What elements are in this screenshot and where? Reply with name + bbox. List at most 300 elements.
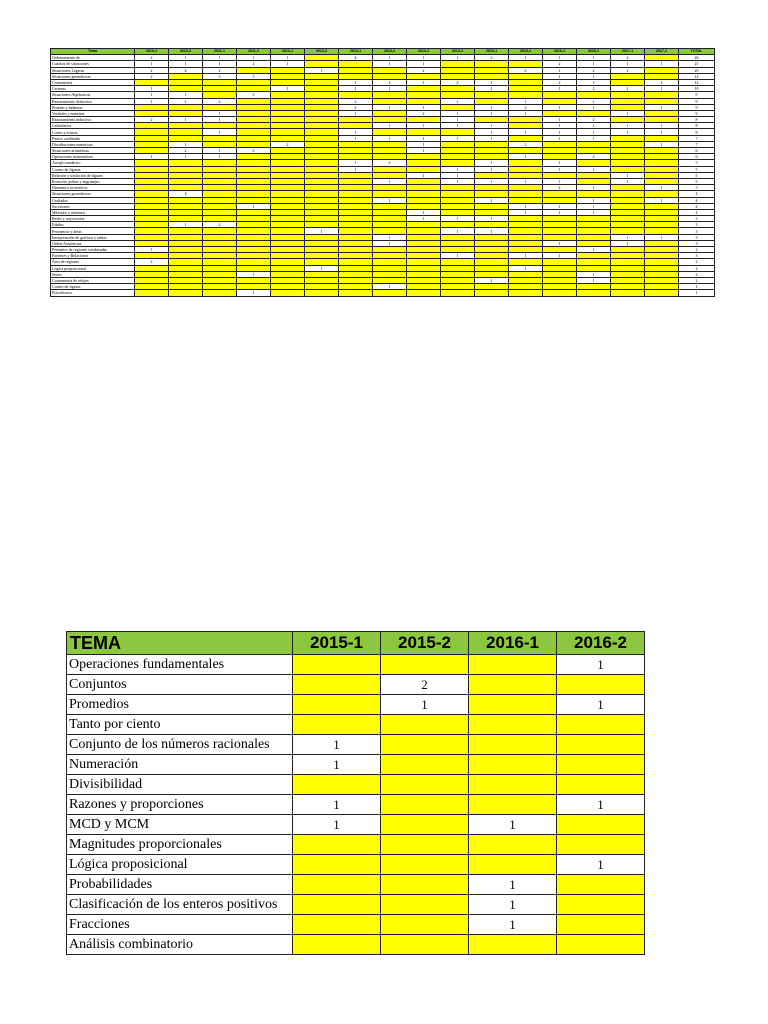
count-cell: 1 [469, 915, 557, 935]
count-cell: 1 [441, 216, 475, 222]
count-cell: 1 [339, 160, 373, 166]
row-topic: Razonamiento deductivo [51, 98, 135, 104]
count-cell: 1 [203, 129, 237, 135]
count-cell: 1 [203, 117, 237, 123]
count-cell: 1 [509, 178, 543, 184]
row-total: 1 [679, 290, 715, 296]
row-topic: Numeración [67, 755, 293, 775]
count-cell: 1 [509, 265, 543, 271]
count-cell [469, 715, 557, 735]
row-total: 5 [679, 185, 715, 191]
count-cell: 2 [645, 79, 679, 85]
count-cell [339, 290, 373, 296]
count-cell: 1 [203, 110, 237, 116]
count-cell: 1 [293, 735, 381, 755]
count-cell: 1 [557, 695, 645, 715]
count-cell: 1 [577, 277, 611, 283]
count-cell [381, 775, 469, 795]
row-topic: Conjunto de los números racionales [67, 735, 293, 755]
row-topic: Operaciones fundamentales [67, 655, 293, 675]
count-cell [469, 835, 557, 855]
count-cell: 1 [373, 61, 407, 67]
count-cell: 1 [577, 271, 611, 277]
count-cell: 1 [305, 67, 339, 73]
count-cell [381, 895, 469, 915]
count-cell [557, 755, 645, 775]
row-topic: Perímetro de regiones sombreadas [51, 247, 135, 253]
count-cell: 1 [475, 104, 509, 110]
header-period: 2016-2 [557, 632, 645, 655]
row-topic: Situaciones Lógicas [51, 67, 135, 73]
top-header-period: 2017-1 [611, 49, 645, 55]
count-cell: 1 [543, 160, 577, 166]
row-total: 3 [679, 253, 715, 259]
count-cell: 1 [577, 166, 611, 172]
table-row [67, 795, 645, 815]
top-header-period: 2015-2 [509, 49, 543, 55]
row-total: 7 [679, 135, 715, 141]
topic-frequency-table [66, 631, 645, 955]
count-cell [293, 895, 381, 915]
count-cell: 1 [577, 203, 611, 209]
count-cell [293, 855, 381, 875]
count-cell: 1 [271, 61, 305, 67]
count-cell [557, 935, 645, 955]
count-cell: 1 [339, 166, 373, 172]
count-cell: 1 [475, 135, 509, 141]
row-topic: Divisibilidad [67, 775, 293, 795]
count-cell: 1 [543, 135, 577, 141]
count-cell: 1 [577, 61, 611, 67]
row-total: 3 [679, 228, 715, 234]
top-header-period: 2012-2 [305, 49, 339, 55]
count-cell [469, 735, 557, 755]
count-cell: 1 [645, 197, 679, 203]
count-cell [469, 675, 557, 695]
count-cell: 2 [373, 160, 407, 166]
count-cell [469, 775, 557, 795]
count-cell: 1 [475, 166, 509, 172]
row-topic: Máximos y mínimos [51, 209, 135, 215]
count-cell: 2 [577, 67, 611, 73]
count-cell: 1 [407, 61, 441, 67]
row-topic: Interpretación de gráficos y tablas [51, 234, 135, 240]
count-cell: 1 [407, 172, 441, 178]
count-cell: 1 [169, 92, 203, 98]
count-cell: 1 [645, 104, 679, 110]
count-cell: 5 [203, 73, 237, 79]
count-cell: 1 [305, 228, 339, 234]
row-topic: Conteo de figuras [51, 166, 135, 172]
count-cell: 1 [543, 178, 577, 184]
count-cell: 1 [577, 135, 611, 141]
count-cell: 1 [543, 67, 577, 73]
row-topic: Arreglo numérico [51, 160, 135, 166]
count-cell: 1 [577, 209, 611, 215]
count-cell: 2 [475, 55, 509, 61]
count-cell: 1 [543, 209, 577, 215]
count-cell [293, 835, 381, 855]
count-cell [441, 290, 475, 296]
count-cell: 1 [237, 290, 271, 296]
header-period: 2016-1 [469, 632, 557, 655]
count-cell [407, 290, 441, 296]
count-cell [293, 875, 381, 895]
count-cell [509, 290, 543, 296]
count-cell [381, 855, 469, 875]
count-cell: 1 [509, 203, 543, 209]
count-cell: 1 [577, 185, 611, 191]
row-topic: MCD y MCM [67, 815, 293, 835]
count-cell [381, 835, 469, 855]
row-topic: Probabilidades [67, 875, 293, 895]
count-cell: 4 [169, 191, 203, 197]
count-cell: 1 [577, 55, 611, 61]
count-cell: 2 [611, 67, 645, 73]
count-cell: 1 [441, 228, 475, 234]
row-topic: Series [51, 271, 135, 277]
count-cell: 1 [441, 253, 475, 259]
count-cell: 1 [441, 117, 475, 123]
row-topic: Lógica proposicional [51, 265, 135, 271]
count-cell: 1 [407, 209, 441, 215]
count-cell: 2 [373, 79, 407, 85]
count-cell [381, 715, 469, 735]
row-topic: Orden/Asistencias [51, 240, 135, 246]
count-cell: 1 [271, 55, 305, 61]
count-cell: 1 [373, 135, 407, 141]
count-cell [169, 290, 203, 296]
row-total: 8 [679, 123, 715, 129]
count-cell: 1 [543, 253, 577, 259]
count-cell [381, 935, 469, 955]
row-topic: Lógica proposicional [67, 855, 293, 875]
count-cell: 1 [557, 855, 645, 875]
count-cell: 1 [645, 86, 679, 92]
count-cell: 1 [135, 86, 169, 92]
row-topic: Área de regiones [51, 259, 135, 265]
count-cell: 1 [475, 197, 509, 203]
count-cell: 1 [135, 247, 169, 253]
count-cell [469, 935, 557, 955]
count-cell [293, 655, 381, 675]
count-cell: 1 [645, 185, 679, 191]
count-cell: 1 [475, 160, 509, 166]
count-cell: 1 [543, 123, 577, 129]
row-total: 5 [679, 160, 715, 166]
count-cell [543, 290, 577, 296]
row-total: 12 [679, 79, 715, 85]
top-header-period: 2015-1 [475, 49, 509, 55]
table-row [67, 815, 645, 835]
row-topic: Situaciones geométricas [51, 191, 135, 197]
row-topic: Conteo de figuras [51, 284, 135, 290]
count-cell: 2 [577, 117, 611, 123]
count-cell [557, 735, 645, 755]
count-cell: 1 [577, 98, 611, 104]
count-cell: 1 [577, 73, 611, 79]
count-cell: 1 [169, 117, 203, 123]
table-row [51, 290, 715, 296]
count-cell [293, 935, 381, 955]
count-cell: 1 [169, 61, 203, 67]
top-header-period: 2011-2 [237, 49, 271, 55]
row-total: 7 [679, 141, 715, 147]
count-cell: 1 [203, 55, 237, 61]
top-header-period: 2010-1 [135, 49, 169, 55]
bottom-table-body [67, 655, 645, 955]
row-topic: Calendarios [51, 123, 135, 129]
row-topic: Psicotécnico [51, 290, 135, 296]
top-header-period: 2012-1 [271, 49, 305, 55]
count-cell: 1 [135, 61, 169, 67]
count-cell [557, 915, 645, 935]
row-total: 2 [679, 259, 715, 265]
count-cell: 1 [509, 253, 543, 259]
count-cell [293, 695, 381, 715]
row-topic: Magnitudes proporcionales [67, 835, 293, 855]
count-cell: 1 [543, 73, 577, 79]
row-total: 4 [679, 203, 715, 209]
count-cell [381, 655, 469, 675]
count-cell: 1 [475, 129, 509, 135]
row-topic: Promedios [67, 695, 293, 715]
count-cell: 1 [611, 240, 645, 246]
row-topic: Tanto por ciento [67, 715, 293, 735]
count-cell: 1 [373, 197, 407, 203]
header-tema: TEMA [67, 632, 293, 655]
count-cell: 4 [169, 67, 203, 73]
top-header-period: 2016-2 [577, 49, 611, 55]
count-cell: 1 [373, 104, 407, 110]
count-cell: 2 [135, 67, 169, 73]
table-row [67, 935, 645, 955]
row-topic: Situaciones geométricas [51, 73, 135, 79]
count-cell [271, 290, 305, 296]
row-topic: Grafiados [51, 197, 135, 203]
count-cell: 1 [237, 271, 271, 277]
row-topic: Elementos recreativos [51, 185, 135, 191]
count-cell: 1 [577, 129, 611, 135]
count-cell: 4 [339, 55, 373, 61]
count-cell: 1 [611, 61, 645, 67]
count-cell: 1 [373, 86, 407, 92]
count-cell: 2 [135, 55, 169, 61]
row-total: 8 [679, 129, 715, 135]
count-cell: 2 [135, 117, 169, 123]
count-cell: 1 [645, 141, 679, 147]
table-row [67, 835, 645, 855]
row-topic: Distribuciones numéricas [51, 141, 135, 147]
row-topic: Cronometría de relojes [51, 277, 135, 283]
row-total: 21 [679, 61, 715, 67]
count-cell: 1 [237, 203, 271, 209]
header-period: 2015-1 [293, 632, 381, 655]
count-cell: 2 [407, 110, 441, 116]
top-summary-table [50, 48, 715, 297]
count-cell: 1 [645, 234, 679, 240]
count-cell: 1 [543, 117, 577, 123]
row-topic: Conjuntos [67, 675, 293, 695]
row-total: 1 [679, 284, 715, 290]
row-topic: Ordenamiento de [51, 55, 135, 61]
count-cell: 2 [203, 98, 237, 104]
bottom-table-header [67, 632, 645, 655]
count-cell: 1 [543, 203, 577, 209]
row-total: 6 [679, 148, 715, 154]
count-cell: 2 [577, 86, 611, 92]
count-cell: 1 [611, 123, 645, 129]
count-cell: 1 [169, 55, 203, 61]
count-cell: 1 [469, 815, 557, 835]
count-cell [373, 290, 407, 296]
count-cell: 2 [509, 104, 543, 110]
top-header-period: 2014-1 [407, 49, 441, 55]
count-cell [469, 695, 557, 715]
row-topic: Operaciones matemáticas [51, 154, 135, 160]
top-header-tema: Tema [51, 49, 135, 55]
table-row [67, 875, 645, 895]
count-cell: 1 [557, 795, 645, 815]
count-cell: 1 [441, 178, 475, 184]
count-cell: 1 [543, 86, 577, 92]
count-cell: 1 [407, 123, 441, 129]
count-cell: 1 [577, 197, 611, 203]
top-header-total: TOTAL [679, 49, 715, 55]
top-header-period: 2010-2 [169, 49, 203, 55]
row-topic: Certezas [51, 86, 135, 92]
table-row [67, 675, 645, 695]
row-total: 4 [679, 191, 715, 197]
count-cell: 2 [407, 67, 441, 73]
row-total: 6 [679, 154, 715, 160]
count-cell: 3 [237, 92, 271, 98]
count-cell: 2 [237, 61, 271, 67]
row-topic: Razones y proporciones [67, 795, 293, 815]
count-cell: 1 [611, 178, 645, 184]
table-row [67, 735, 645, 755]
row-topic: Puntos cardinales [51, 135, 135, 141]
row-topic: Análisis combinatorio [67, 935, 293, 955]
count-cell: 1 [441, 55, 475, 61]
table-row [67, 755, 645, 775]
count-cell: 1 [373, 178, 407, 184]
count-cell [135, 290, 169, 296]
row-topic: Edades [51, 222, 135, 228]
table-row [67, 695, 645, 715]
row-total: 2 [679, 247, 715, 253]
count-cell: 1 [293, 795, 381, 815]
count-cell: 1 [543, 104, 577, 110]
count-cell: 2 [543, 61, 577, 67]
row-topic: Sucesiones [51, 203, 135, 209]
table-row [67, 655, 645, 675]
count-cell: 1 [373, 234, 407, 240]
count-cell: 1 [611, 110, 645, 116]
count-cell: 1 [577, 104, 611, 110]
count-cell: 2 [339, 98, 373, 104]
count-cell: 2 [339, 104, 373, 110]
count-cell: 1 [475, 228, 509, 234]
count-cell: 1 [293, 815, 381, 835]
count-cell [557, 835, 645, 855]
count-cell: 2 [203, 222, 237, 228]
table-row [67, 915, 645, 935]
count-cell: 1 [441, 172, 475, 178]
count-cell [381, 795, 469, 815]
row-total: 5 [679, 166, 715, 172]
count-cell: 1 [169, 154, 203, 160]
count-cell [305, 290, 339, 296]
count-cell: 2 [577, 154, 611, 160]
count-cell: 1 [203, 154, 237, 160]
row-total: 2 [679, 265, 715, 271]
top-header-period: 2014-2 [441, 49, 475, 55]
row-topic: Cuadros de situaciones [51, 61, 135, 67]
count-cell: 1 [271, 86, 305, 92]
row-total: 4 [679, 197, 715, 203]
count-cell: 1 [339, 129, 373, 135]
count-cell: 1 [237, 55, 271, 61]
count-cell: 1 [135, 98, 169, 104]
count-cell: 2 [509, 141, 543, 147]
row-total: 9 [679, 92, 715, 98]
count-cell: 1 [475, 86, 509, 92]
table-row [67, 855, 645, 875]
count-cell: 1 [509, 154, 543, 160]
count-cell [293, 675, 381, 695]
count-cell: 2 [203, 67, 237, 73]
count-cell: 1 [339, 86, 373, 92]
count-cell: 1 [557, 655, 645, 675]
count-cell [381, 915, 469, 935]
row-total: 26 [679, 55, 715, 61]
count-cell [469, 755, 557, 775]
count-cell: 1 [543, 240, 577, 246]
count-cell: 1 [407, 55, 441, 61]
count-cell [475, 290, 509, 296]
count-cell [293, 915, 381, 935]
count-cell: 1 [475, 216, 509, 222]
row-total: 5 [679, 178, 715, 184]
count-cell: 1 [509, 110, 543, 116]
count-cell: 1 [339, 79, 373, 85]
row-topic: Cronometría [51, 79, 135, 85]
count-cell: 1 [469, 895, 557, 915]
count-cell: 2 [169, 148, 203, 154]
count-cell [557, 815, 645, 835]
count-cell: 1 [407, 141, 441, 147]
top-header-period: 2016-1 [543, 49, 577, 55]
row-total: 2 [679, 277, 715, 283]
top-header-period: 2013-2 [373, 49, 407, 55]
count-cell: 1 [381, 695, 469, 715]
count-cell: 1 [645, 123, 679, 129]
count-cell: 1 [407, 216, 441, 222]
count-cell: 1 [469, 875, 557, 895]
row-total: 9 [679, 104, 715, 110]
count-cell: 1 [475, 79, 509, 85]
count-cell: 1 [135, 154, 169, 160]
row-total: 8 [679, 117, 715, 123]
row-topic: Fracciones [67, 915, 293, 935]
table-row [67, 775, 645, 795]
count-cell: 1 [543, 129, 577, 135]
count-cell [469, 855, 557, 875]
count-cell [203, 290, 237, 296]
count-cell [557, 875, 645, 895]
count-cell: 1 [305, 265, 339, 271]
